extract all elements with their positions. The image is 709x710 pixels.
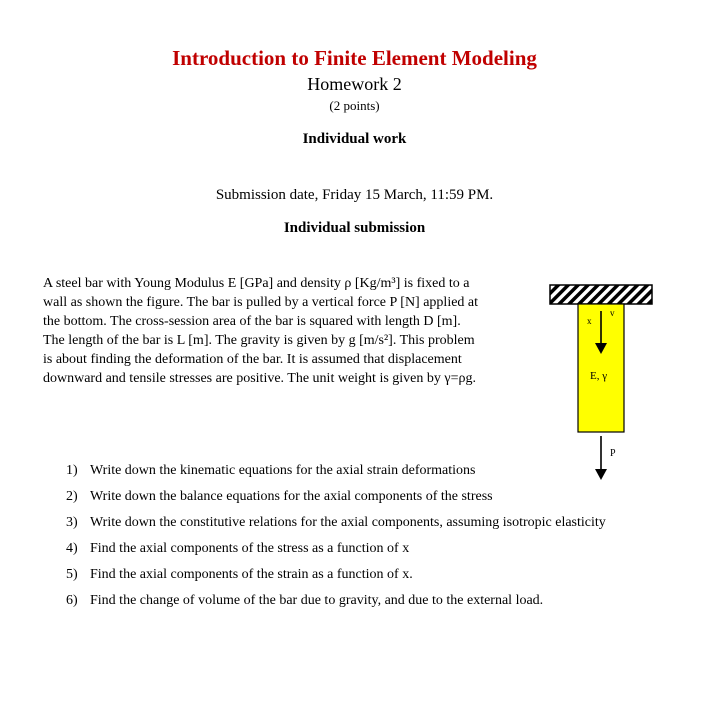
- question-item: [66, 539, 606, 565]
- problem-line: is about finding the deformation of the bar. It is assumed that displacement: [43, 352, 462, 367]
- question-text: Write down the constitutive relations for the axial components, assuming isotropic elasticity: [90, 515, 606, 530]
- problem-line: downward and tensile stresses are positive. The unit weight is given by γ=ρg.: [43, 371, 476, 386]
- question-item: [66, 487, 606, 513]
- submission-type-heading: Individual submission: [283, 220, 426, 236]
- question-number: 1): [66, 463, 78, 478]
- question-text: Write down the balance equations for the axial components of the stress: [90, 489, 493, 504]
- question-number: 2): [66, 489, 78, 504]
- force-label: P: [610, 448, 616, 459]
- question-item: [66, 591, 606, 617]
- question-text: Find the axial components of the strain as a function of x.: [90, 567, 413, 582]
- points-label: (2 points): [329, 98, 380, 113]
- bar-figure: [548, 283, 658, 483]
- question-item: [66, 565, 606, 591]
- question-text: Write down the kinematic equations for the axial strain deformations: [90, 463, 476, 478]
- material-label: E, γ: [590, 370, 608, 382]
- question-item: [66, 461, 606, 487]
- problem-line: the bottom. The cross-session area of the bar is squared with length D [m].: [43, 314, 461, 329]
- v-label: v: [610, 308, 615, 318]
- question-number: 3): [66, 515, 78, 530]
- submission-date: Submission date, Friday 15 March, 11:59 PM.: [215, 187, 494, 203]
- work-type-heading: Individual work: [302, 131, 407, 147]
- question-number: 6): [66, 593, 78, 608]
- question-text: Find the axial components of the stress as a function of x: [90, 541, 410, 556]
- question-number: 5): [66, 567, 78, 582]
- question-text: Find the change of volume of the bar due to gravity, and due to the external load.: [90, 593, 544, 608]
- x-label: x: [587, 316, 592, 326]
- problem-line: A steel bar with Young Modulus E [GPa] and density ρ [Kg/m³] is fixed to a: [43, 276, 470, 291]
- document-title: Introduction to Finite Element Modeling: [172, 46, 537, 70]
- problem-line: wall as shown the figure. The bar is pulled by a vertical force P [N] applied at: [43, 295, 479, 310]
- problem-statement: [43, 274, 513, 388]
- question-item: [66, 513, 606, 539]
- wall-hatch: [550, 285, 652, 304]
- questions-list: [66, 461, 606, 617]
- problem-line: The length of the bar is L [m]. The gravity is given by g [m/s²]. This problem: [43, 333, 475, 348]
- homework-subtitle: Homework 2: [307, 74, 402, 94]
- question-number: 4): [66, 541, 78, 556]
